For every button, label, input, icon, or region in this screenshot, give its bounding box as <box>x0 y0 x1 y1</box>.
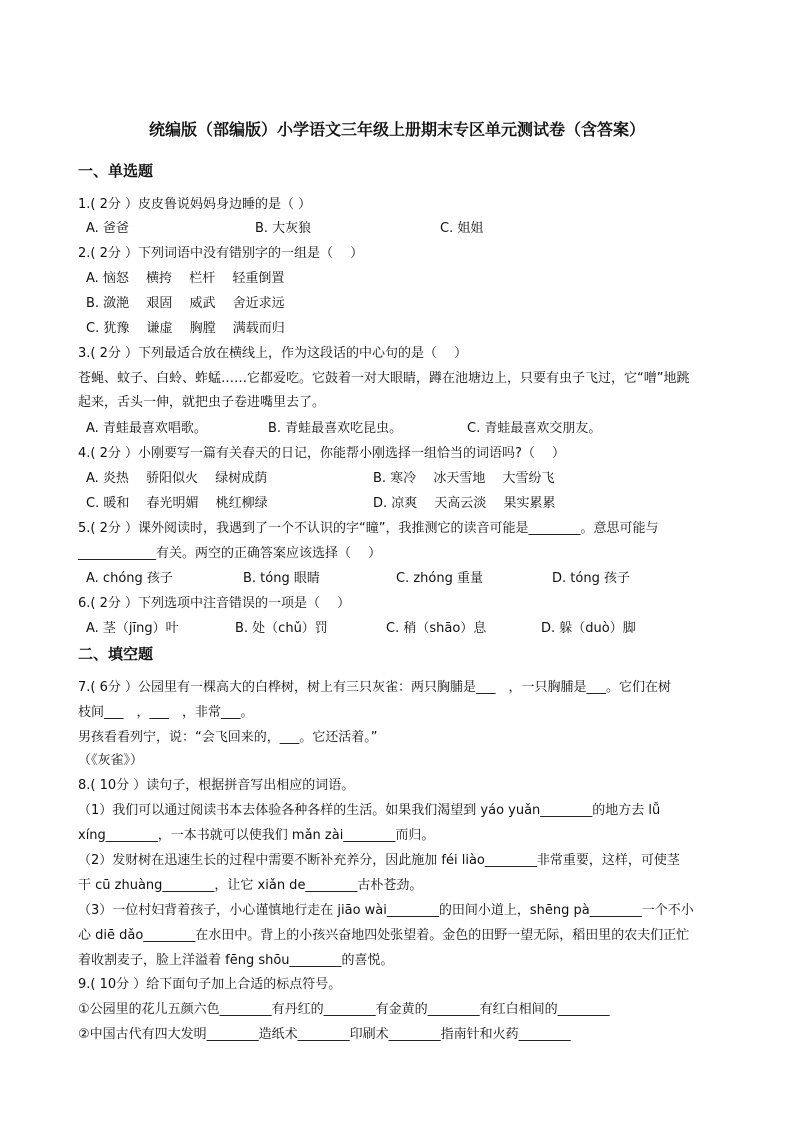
question-8-stem: 8.( 10分 ）读句子，根据拼音写出相应的词语。 <box>78 778 355 793</box>
question-3-option-b: B. 青蛙最喜欢吃昆虫。 <box>268 421 403 436</box>
question-8-item-3-line-3: 着收割麦子，脸上洋溢着 fēng shōu________的喜悦。 <box>78 953 394 968</box>
question-2-option-a: A. 恼怒 横挎 栏杆 轻重倒置 <box>86 271 285 286</box>
question-6-option-c: C. 稍（shāo）息 <box>386 621 487 636</box>
question-3-option-c: C. 青蛙最喜欢交朋友。 <box>467 421 602 436</box>
question-5-stem-line-2: ____________有关。两空的正确答案应该选择（ ） <box>78 546 382 561</box>
question-9-stem: 9.( 10分 ）给下面句子加上合适的标点符号。 <box>78 977 342 992</box>
question-8-item-2-line-1: （2）发财树在迅速生长的过程中需要不断补充养分，因此施加 féi liào________非常重要，这样，可使茎 <box>78 853 680 868</box>
question-5-option-b: B. tóng 眼睛 <box>243 571 320 586</box>
page-title: 统编版（部编版）小学语文三年级上册期末专区单元测试卷（含答案） <box>148 120 645 139</box>
question-8-item-2-line-2: 干 cū zhuàng________，让它 xiǎn de________古朴苍劲。 <box>78 878 423 893</box>
question-7-source: （《灰雀》） <box>78 753 144 768</box>
question-1-option-a: A. 爸爸 <box>86 221 129 236</box>
question-3-passage-line-1: 苍蝇、蚊子、白蛉、蚱蜢……它都爱吃。它鼓着一对大眼睛，蹲在池塘边上，只要有虫子飞过，它“噌”地跳 <box>78 371 690 386</box>
question-4-stem: 4.( 2分 ）小刚要写一篇有关春天的日记，你能帮小刚选择一组恰当的词语吗?（ ） <box>78 446 566 461</box>
question-7-line-3: 男孩看看列宁，说：“会飞回来的，___。它还活着。” <box>78 730 378 745</box>
question-9-sentence-1: ①公园里的花儿五颜六色________有丹红的________有金黄的________有红白相间的________ <box>78 1002 610 1017</box>
question-4-option-c: C. 暖和 春光明媚 桃红柳绿 <box>86 496 268 511</box>
question-3-stem: 3.( 2分 ）下列最适合放在横线上，作为这段话的中心句的是（ ） <box>78 346 468 361</box>
question-9-sentence-2: ②中国古代有四大发明________造纸术________印刷术________指南针和火药________ <box>78 1027 571 1042</box>
question-6-option-a: A. 茎（jīng）叶 <box>86 621 179 636</box>
question-1-option-b: B. 大灰狼 <box>255 221 312 236</box>
question-5-option-c: C. zhóng 重量 <box>396 571 483 586</box>
question-4-option-d: D. 凉爽 天高云淡 果实累累 <box>373 496 556 511</box>
question-5-stem: 5.( 2分 ）课外阅读时，我遇到了一个不认识的字“瞳”，我推测它的读音可能是________。意思可能与 <box>78 521 659 536</box>
question-8-item-1-line-1: （1）我们可以通过阅读书本去体验各种各样的生活。如果我们渴望到 yáo yuǎn________的地方去 lǚ <box>78 803 661 818</box>
section-heading-single-choice: 一、单选题 <box>78 162 154 180</box>
question-4-option-a: A. 炎热 骄阳似火 绿树成荫 <box>86 471 268 486</box>
question-4-option-b: B. 寒冷 冰天雪地 大雪纷飞 <box>373 471 555 486</box>
question-2-option-b: B. 潋滟 艰固 威武 舍近求远 <box>86 296 285 311</box>
question-1-option-c: C. 姐姐 <box>440 221 484 236</box>
question-8-item-3-line-2: 心 diē dǎo________在水田中。背上的小孩兴奋地四处张望着。金色的田野一望无际，稻田里的农夫们正忙 <box>78 928 690 943</box>
section-heading-fill-blank: 二、填空题 <box>78 645 154 663</box>
question-6-stem: 6.( 2分 ）下列选项中注音错误的一项是（ ） <box>78 596 351 611</box>
question-1-stem: 1.( 2分 ）皮皮鲁说妈妈身边睡的是（ ） <box>78 197 312 212</box>
question-5-option-d: D. tóng 孩子 <box>552 571 630 586</box>
question-6-option-d: D. 躲（duò）脚 <box>541 621 636 636</box>
question-2-option-c: C. 犹豫 谦虚 胸膛 满载而归 <box>86 321 285 336</box>
question-8-item-3-line-1: （3）一位村妇背着孩子，小心谨慎地行走在 jiāo wài________的田间小道上，shēng pà________一个不小 <box>78 903 694 918</box>
question-7-line-1: 7.( 6分 ）公园里有一棵高大的白桦树，树上有三只灰雀：两只胸脯是___ ，一只胸脯是___。它们在树 <box>78 680 672 695</box>
question-8-item-1-line-2: xíng________，一本书就可以使我们 mǎn zài________而归。 <box>78 828 435 843</box>
question-3-passage-line-2: 起来，舌头一伸，就把虫子卷进嘴里去了。 <box>78 395 326 410</box>
question-6-option-b: B. 处（chǔ）罚 <box>235 621 328 636</box>
question-5-option-a: A. chóng 孩子 <box>86 571 173 586</box>
question-7-line-2: 枝间___ ，___ ，非常___。 <box>78 705 254 720</box>
question-2-stem: 2.( 2分 ）下列词语中没有错别字的一组是（ ） <box>78 246 364 261</box>
question-3-option-a: A. 青蛙最喜欢唱歌。 <box>86 421 207 436</box>
